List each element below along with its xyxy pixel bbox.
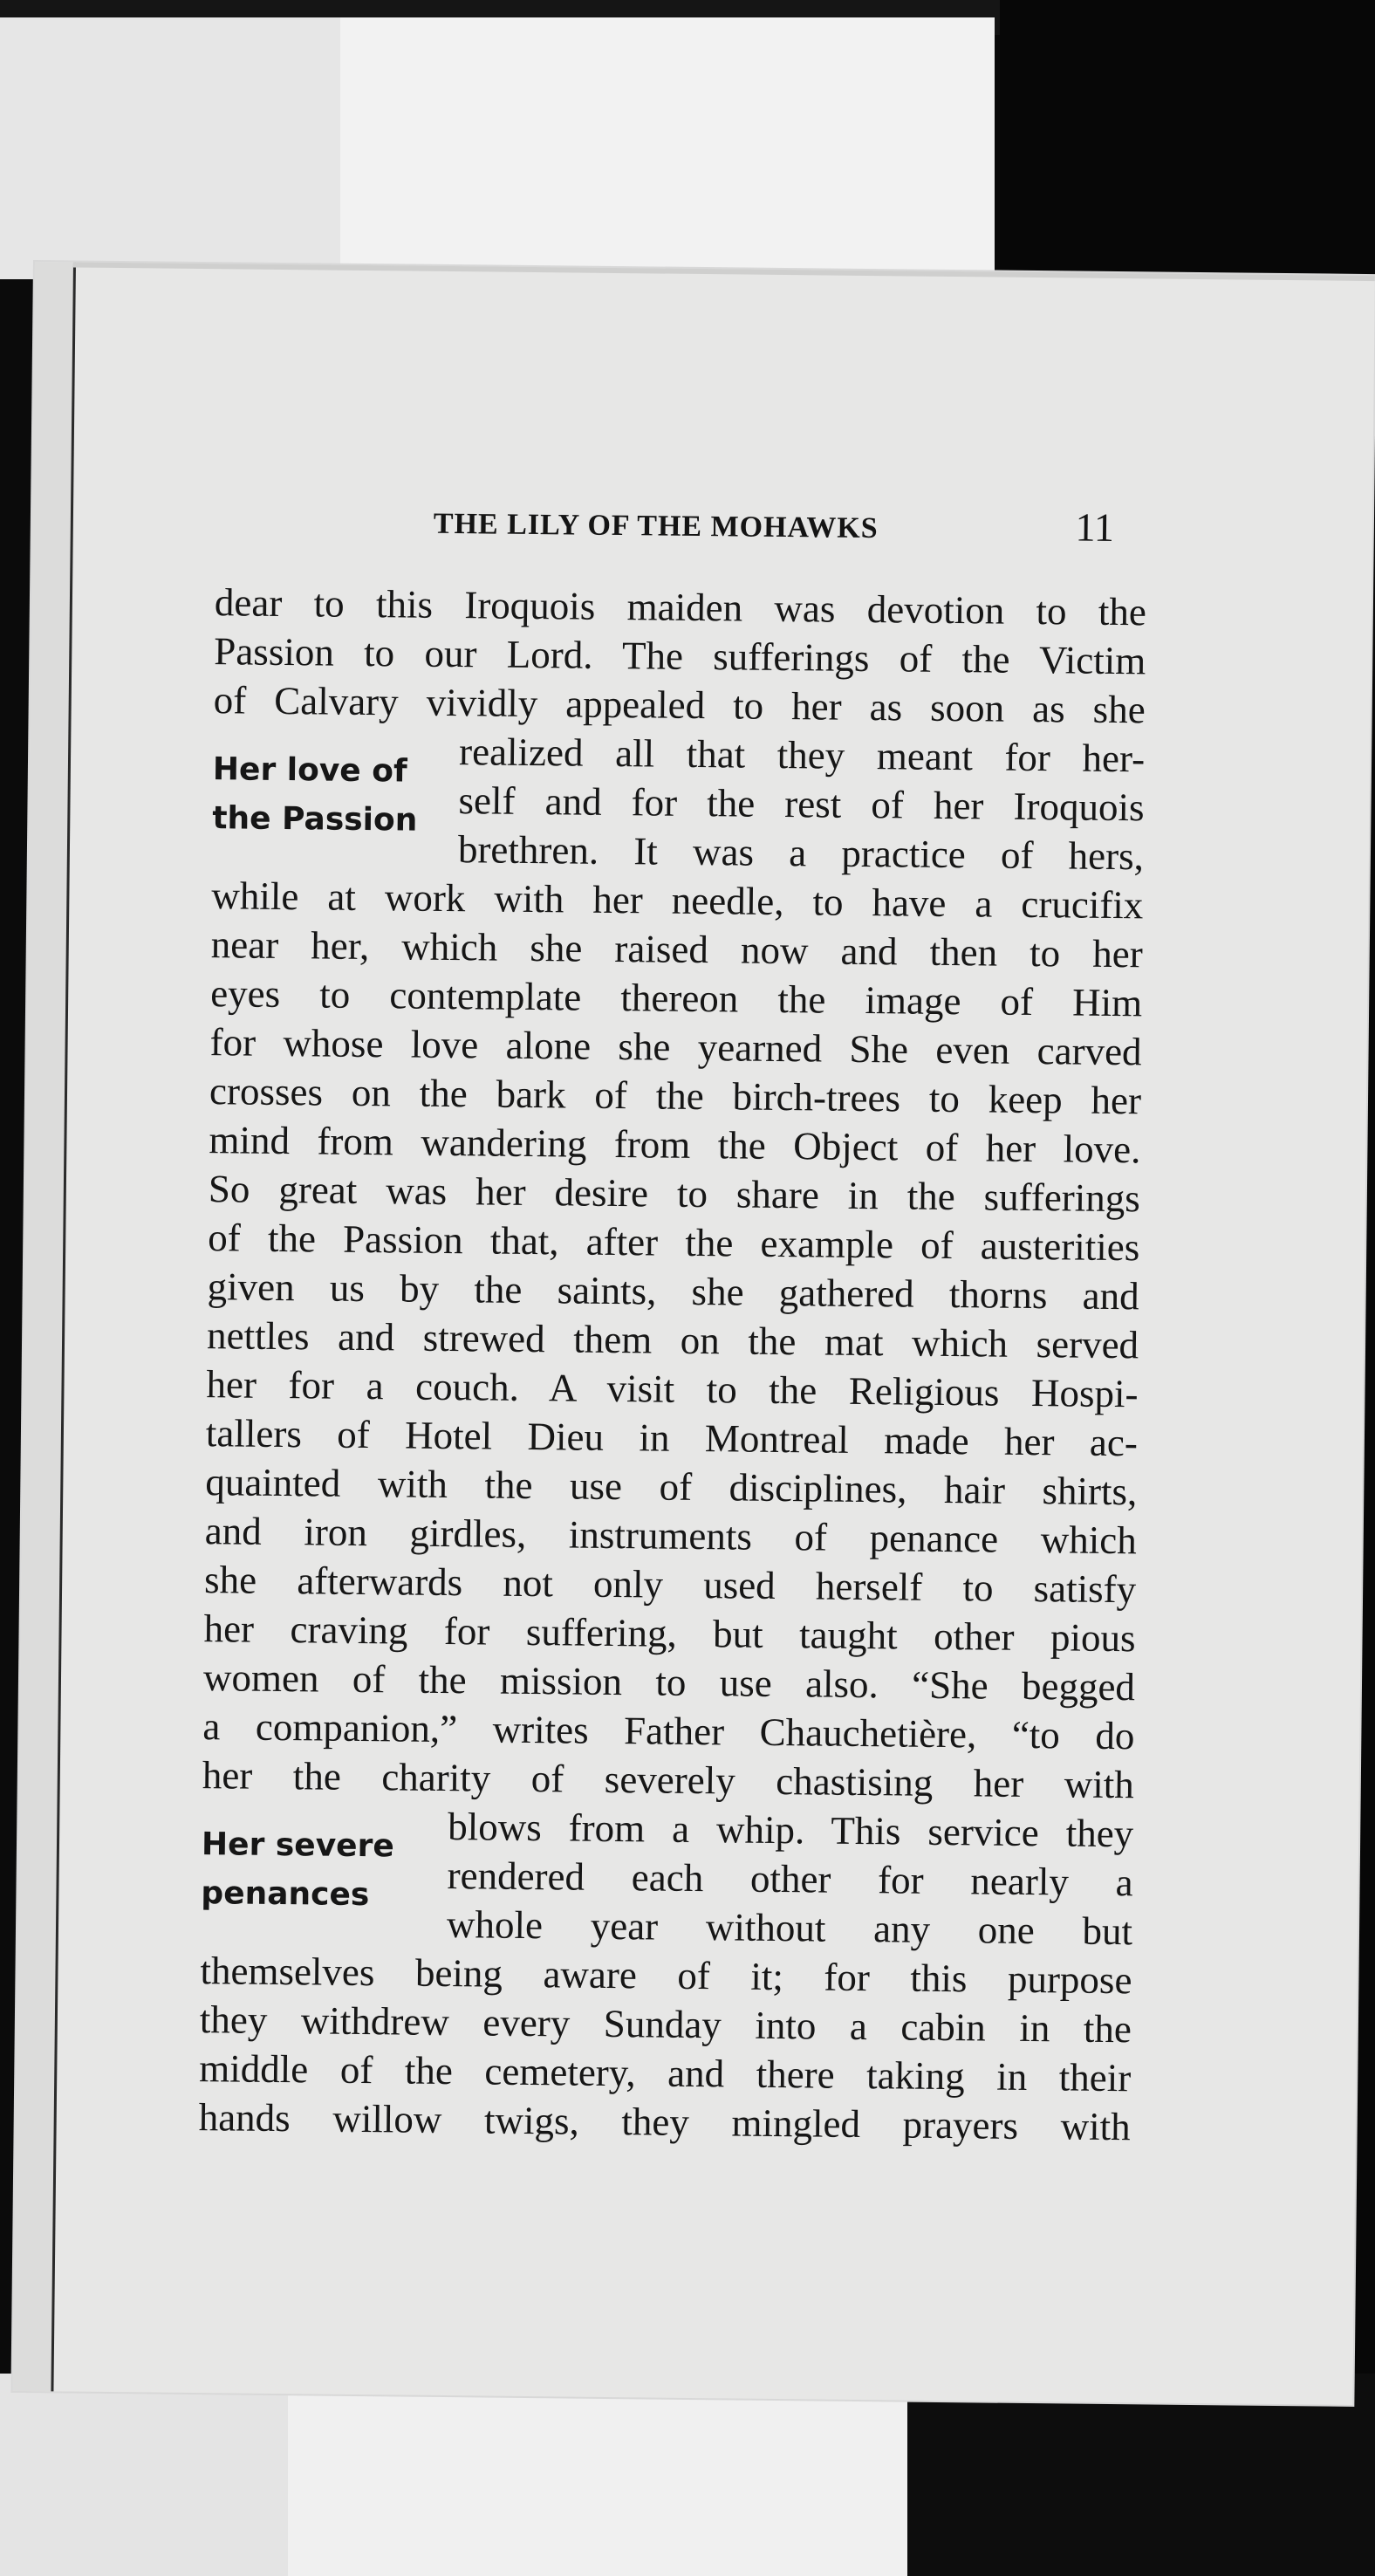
text-line: of the Passion that, after the example of austerities [208, 1216, 1140, 1270]
book-page [12, 262, 1374, 2405]
sidenote-line: Her severe [201, 1826, 394, 1865]
text-line: while at work with her needle, to have a crucifix [211, 874, 1144, 928]
running-head [224, 495, 1132, 557]
text-line: rendered each other for nearly a [447, 1853, 1133, 1905]
sidenote-severe-penances [201, 1820, 394, 1920]
text-line: her the charity of severely chastising her with [202, 1753, 1135, 1807]
text-line: her craving for suffering, but taught other pious [203, 1607, 1136, 1661]
sidenote-line: Her love of [212, 751, 407, 790]
text-line: eyes to contemplate thereon the image of Him [209, 971, 1143, 1025]
text-line: blows from a whip. This service they [447, 1805, 1134, 1856]
page-number: 11 [1075, 504, 1115, 550]
text-line: hands willow twigs, they mingled prayers with [198, 2095, 1131, 2149]
text-line: tallers of Hotel Dieu in Montreal made her ac- [205, 1411, 1139, 1465]
text-line: a companion,” writes Father Chauchetière, “to do [202, 1704, 1135, 1758]
body-text [198, 578, 1147, 2149]
sidenote-line: penances [201, 1875, 370, 1914]
previous-page-shade [0, 17, 340, 279]
text-line: given us by the saints, she gathered thorns and [207, 1264, 1139, 1319]
text-line: self and for the rest of her Iroquois [458, 778, 1145, 830]
text-line: and iron girdles, instruments of penance which [204, 1509, 1137, 1563]
text-line: women of the mission to use also. “She begged [202, 1655, 1136, 1709]
text-line: whole year without any one but [446, 1902, 1133, 1954]
text-line: middle of the cemetery, and there taking in their [199, 2046, 1132, 2100]
text-line: crosses on the bark of the birch-trees to keep her [209, 1069, 1142, 1123]
text-line: near her, which she raised now and then to her [210, 922, 1144, 976]
text-line: she afterwards not only used herself to satisfy [203, 1558, 1137, 1612]
text-line: themselves being aware of it; for this purpose [200, 1949, 1132, 2003]
text-line: brethren. It was a practice of hers, [457, 827, 1145, 879]
text-line: of Calvary vividly appealed to her as soon as she [213, 678, 1146, 732]
text-line: mind from wandering from the Object of her love. [209, 1118, 1141, 1172]
text-line: her for a couch. A visit to the Religious Hospi- [206, 1362, 1139, 1416]
text-line: quainted with the use of disciplines, hair shirts, [205, 1460, 1138, 1514]
text-line: realized all that they meant for her- [458, 730, 1146, 781]
text-line: Passion to our Lord. The sufferings of the Victim [214, 629, 1146, 683]
running-title: THE LILY OF THE MOHAWKS [433, 507, 879, 545]
text-line: So great was her desire to share in the sufferings [208, 1167, 1141, 1221]
text-line: nettles and strewed them on the mat which served [206, 1313, 1139, 1367]
text-line: they withdrew every Sunday into a cabin in the [199, 1997, 1132, 2052]
text-line: dear to this Iroquois maiden was devotion to the [214, 580, 1147, 634]
sidenote-line: the Passion [212, 800, 418, 839]
text-line: for whose love alone she yearned She even carved [209, 1020, 1142, 1074]
next-page-shade [0, 2374, 288, 2576]
sidenote-love-of-passion [212, 745, 418, 845]
page-spine [12, 262, 76, 2391]
